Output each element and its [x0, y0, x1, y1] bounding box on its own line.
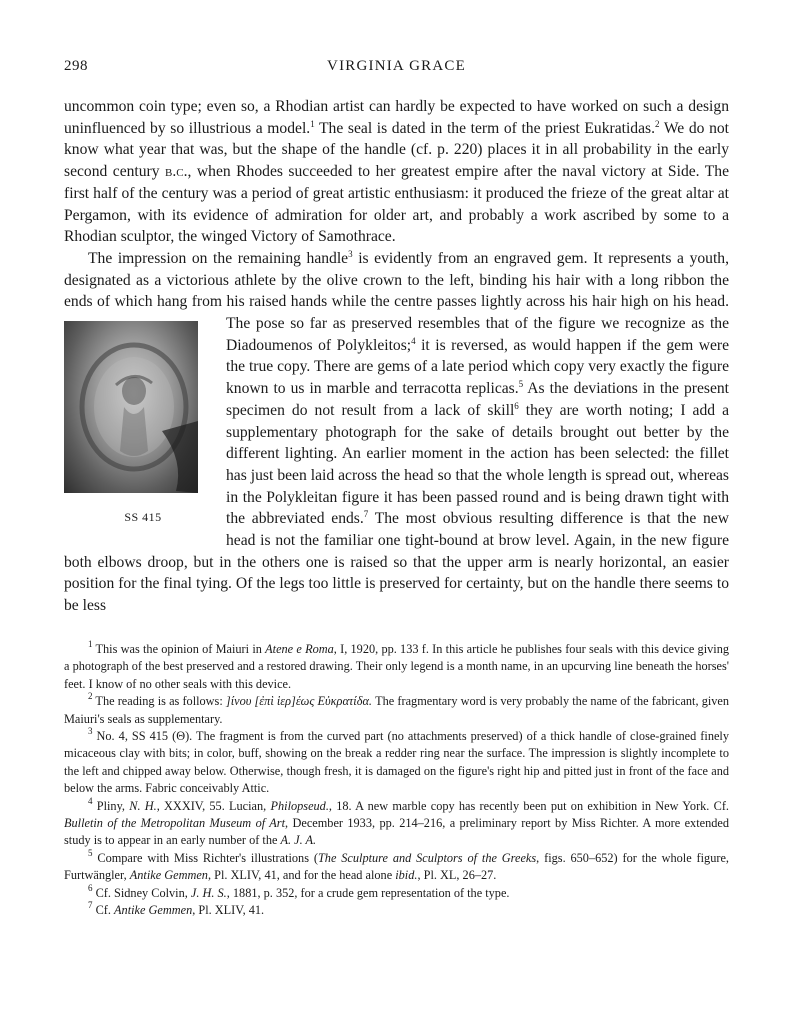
p2-text-e: they are worth noting; I add a supplementary photograph for the sake of details brought out better by the different lighting. An earlier moment in the action has been selected: the fillet has just been laid across the head so that the whole length is spread out, whereas in the Polykleitan figure it has been passed round and is being drawn tight with the abbreviated ends. [226, 401, 730, 528]
fn4-text-a: Pliny, [92, 798, 130, 813]
fn2-text-a: The reading is as follows: [92, 694, 226, 709]
figure-caption: SS 415 [124, 510, 162, 525]
fn5-italic-1: The Sculpture and Sculptors of the Greeks [317, 850, 537, 865]
page [64, 58, 729, 919]
p1-text-a: uncommon coin type; even so, a Rhodian artist can hardly be expected to have worked on such a design uninfluenced by so illustrious a model. [64, 98, 729, 137]
fn4-text-d: , December 1933, pp. 214–216, a preliminary report by Miss Richter. A more extended study is to appear in an early number of the [64, 815, 729, 848]
fn5-text-c: , Pl. XLIV, 41, and for the head alone [207, 868, 396, 883]
p1-text-d: , when Rhodes succeeded to her greatest empire after the naval victory at Side. The first half of the century was a period of great artistic enthusiasm: it produced the frieze of the great altar at Pergamon, with its evidence of admiration for older art, and probably a work ascribed by some to a Rhodian sculptor, the winged Victory of Samothrace. [64, 163, 729, 246]
p2-text-d: As the deviations in the present specimen do not result from a lack of skill [226, 380, 729, 419]
footnote-num-7: 7 [88, 899, 93, 910]
p2-text-b2: resembles that of the figure we recognize as the Diadoumenos of Polykleitos; [226, 315, 729, 354]
footnote-num-2: 2 [88, 691, 93, 702]
fn4-text-c: , 18. A new marble copy has recently been put on exhibition in New York. Cf. [328, 798, 730, 813]
footnote-1 [64, 638, 729, 693]
footnote-5 [64, 847, 729, 885]
fn4-italic-2: Philopseud. [270, 798, 329, 813]
footnote-ref-3[interactable]: 3 [348, 248, 353, 259]
fn5-text-a: Compare with Miss Richter's illustrations ( [92, 850, 318, 865]
footnote-ref-7[interactable]: 7 [363, 509, 369, 520]
fn3-text-a: No. 4, SS 415 (Θ). The fragment is from the curved part (no attachments preserved) of a thick handle of close-grained finely micaceous clay with bits; in color, buff, showing on the break a redder ring near the surface. The impression is slightly incomplete to the left and chipped away below. Otherwise, though fresh, it is damaged on the figure's right hip and pitted just in front of the face and below the arms. Fabric conceivably Attic. [64, 728, 729, 796]
p2-text-b1: is evidently from an engraved gem. It represents a youth, designated as a victorious athlete by the olive crown to the left, binding his hair with a long ribbon the ends of which hang from his raised hands while the centre passes lightly across his hair high on his head. The pose so far as preserved [64, 249, 729, 333]
fn6-italic-1: J. H. S. [190, 885, 227, 900]
fn5-text-b: , figs. 650–652) for the whole figure, Furtwängler, [64, 850, 729, 883]
footnote-num-4: 4 [88, 795, 93, 806]
fn2-text-b: The fragmentary word is very probably the name of the fabricant, given Maiuri's seals as supplementary. [64, 694, 730, 726]
fn5-text-d: , Pl. XL, 26–27. [417, 868, 497, 883]
fn2-greek-reading: ]ίνου [ἐπὶ ἱερ]έως Εὐκρατίδα. [225, 694, 372, 709]
fn6-text-a: Cf. Sidney Colvin, [92, 885, 191, 900]
fn5-italic-2: Antike Gemmen [129, 868, 208, 883]
fn1-text-a: This was the opinion of Maiuri in [92, 641, 266, 656]
footnote-ref-1[interactable]: 1 [310, 118, 315, 129]
footnote-num-5: 5 [88, 847, 93, 858]
footnote-num-3: 3 [88, 725, 93, 736]
paragraph-1 [64, 96, 729, 248]
footnote-num-1: 1 [88, 638, 93, 649]
running-head: VIRGINIA GRACE [327, 58, 466, 74]
figure-ss415 [64, 315, 212, 529]
footnote-ref-5[interactable]: 5 [518, 379, 524, 390]
fn4-italic-3: Bulletin of the Metropolitan Museum of Art [64, 815, 286, 830]
fn4-text-b: , XXXIV, 55. Lucian, [156, 798, 271, 813]
footnote-num-6: 6 [88, 882, 93, 893]
footnote-ref-2[interactable]: 2 [654, 118, 660, 129]
fn4-italic-4: A. J. A. [280, 833, 317, 848]
footnote-3 [64, 725, 729, 798]
footnote-ref-4[interactable]: 4 [411, 335, 416, 346]
footnote-6 [64, 882, 729, 902]
p2-text-f: The most obvious resulting difference is that the new head is not the familiar one tight-bound at brow level. Again, in the new figure both elbows droop, but in the others one is raised so that the upper arm is nearly horizontal, an easier position for the final tying. Of the legs too little is preserved for certainty, but on the handle there seems to be less [64, 510, 729, 615]
fn7-italic-1: Antike Gemmen [114, 902, 193, 917]
fn6-text-b: , 1881, p. 352, for a crude gem representation of the type. [226, 885, 510, 900]
p1-bc: b.c. [165, 163, 188, 181]
paragraph-2 [64, 248, 729, 617]
p1-text-c: We do not know what year that was, but the shape of the handle (cf. p. 220) places it in all probability in the early second century [64, 119, 729, 181]
p2-text-a: The impression on the remaining handle [88, 249, 349, 267]
footnote-ref-6[interactable]: 6 [514, 400, 519, 411]
p2-text-c: it is reversed, as would happen if the gem were the true copy. There are gems of a late period which copy very exactly the figure known to us in marble and terracotta replicas. [226, 336, 730, 398]
page-header [64, 58, 729, 82]
seal-impression-image [64, 321, 198, 493]
footnote-7 [64, 899, 729, 919]
fn7-text-a: Cf. [92, 902, 115, 917]
footnote-2 [64, 693, 729, 728]
fn7-text-b: , Pl. XLIV, 41. [192, 902, 265, 917]
fn4-italic-1: N. H. [129, 798, 157, 813]
seal-impression-photo [64, 321, 198, 493]
footnote-4 [64, 795, 730, 850]
fn1-text-b: , I, 1920, pp. 133 f. In this article he publishes four seals with this device giving a photograph of the best preserved and a restored drawing. Their only legend is a month name, in an upcurving line beneath the horses' feet. I know of no other seals with this device. [64, 641, 729, 691]
footnotes [64, 638, 730, 920]
page-number: 298 [64, 58, 88, 74]
body-text [64, 96, 729, 617]
fn5-italic-3: ibid. [395, 868, 418, 883]
fn1-italic-1: Atene e Roma [265, 641, 334, 656]
p1-text-b: The seal is dated in the term of the priest Eukratidas. [314, 119, 655, 137]
